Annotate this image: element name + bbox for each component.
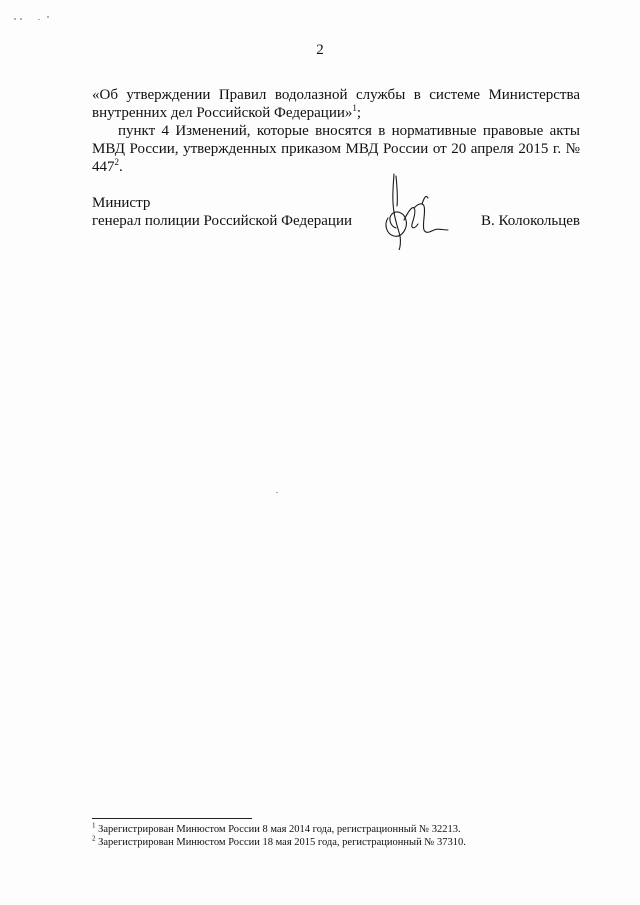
signatory-position-line-2: генерал полиции Российской Федерации [92,213,353,229]
footnote-1-text: Зарегистрирован Минюстом России 8 мая 2014 года, регистрационный № 32213. [98,824,461,835]
scan-speck [20,18,22,20]
handwritten-signature [378,168,458,250]
footnote-2 [92,836,592,849]
paragraph-1-end: ; [356,105,362,121]
footnote-ref-1: 1 [352,103,357,113]
paragraph-1 [92,86,580,122]
scan-speck [14,18,16,20]
footnote-1-ref: 1 [92,821,96,830]
footnotes [92,823,592,849]
footnote-ref-2: 2 [114,157,119,167]
signatory-position [92,194,352,230]
footnote-2-text: Зарегистрирован Минюстом России 18 мая 2015 года, регистрационный № 37310. [98,837,466,848]
signatory-name: В. Колокольцев [481,213,580,229]
scan-speck [47,16,49,18]
footnote-2-ref: 2 [92,834,96,843]
paragraph-2-end: . [119,159,123,175]
page-number: 2 [316,42,324,58]
scan-speck [38,19,40,20]
footnote-divider [92,818,252,819]
footnote-1 [92,823,592,836]
paragraph-2 [92,122,580,176]
signatory-position-line-1: Министр [92,195,151,211]
scan-speck [276,492,278,493]
paragraph-2-text: пункт 4 Изменений, которые вносятся в нормативные правовые акты МВД России, утвержденных приказом МВД России от 20 апреля 2015 г. № 447 [92,123,580,175]
paragraph-1-text: «Об утверждении Правил водолазной службы в системе Министерства внутренних дел Российской Федерации» [92,87,580,121]
